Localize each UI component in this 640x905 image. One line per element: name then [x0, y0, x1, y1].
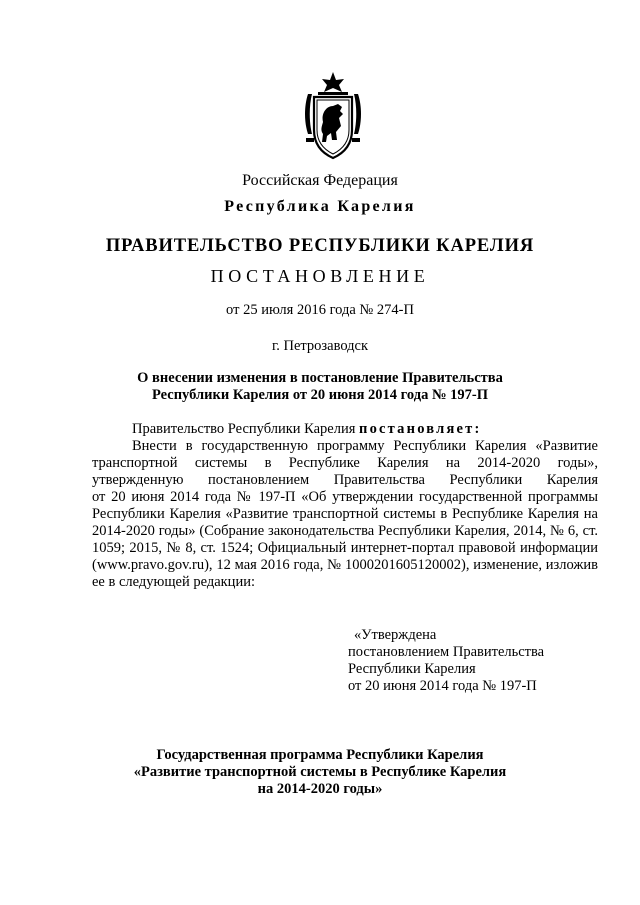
document-subject — [0, 370, 640, 404]
decree-word: постановляет: — [359, 421, 482, 437]
approval-stamp — [348, 627, 544, 695]
body-line: Внести в государственную программу Республики Карелия «Развитие — [132, 438, 598, 454]
federation-label: Российская Федерация — [242, 172, 398, 189]
approval-line: постановлением Правительства — [348, 644, 545, 660]
approval-line: Республики Карелия — [348, 661, 476, 677]
body-paragraph: от 20 июня 2014 года № 197-П «Об утверждении государственной программы Республики Карелия «Развитие транспортной системы в Республике Карелия на 2014-2020 годы» (Собрание законодательства Республики Карелия, 2014, № 6, ст. 1059; 2015, № 8, ст. 1524; Официальный интернет-портал правовой информации (www.pravo.gov.ru), 12 мая 2016 года, № 1000201605120002), изменение, изложив ее в следующей редакции: — [92, 489, 598, 590]
government-heading: ПРАВИТЕЛЬСТВО РЕСПУБЛИКИ КАРЕЛИЯ — [105, 236, 535, 256]
intro-text: Правительство Республики Карелия — [132, 421, 360, 437]
subject-line: Республики Карелия от 20 июня 2014 года № 197-П — [151, 387, 488, 403]
document-body — [92, 421, 598, 591]
decree-intro — [92, 421, 598, 438]
document-date: от 25 июля 2016 года № 274-П — [226, 302, 414, 318]
title-line: на 2014-2020 годы» — [257, 781, 383, 797]
republic-label: Республика Карелия — [224, 198, 416, 215]
approval-line: «Утверждена — [354, 627, 437, 643]
document-city: г. Петрозаводск — [271, 338, 369, 354]
coat-of-arms-icon — [302, 70, 364, 162]
document-type: ПОСТАНОВЛЕНИЕ — [210, 266, 430, 286]
program-title — [0, 747, 640, 798]
body-line: транспортной системы в Республике Карелия на 2014-2020 годы», — [92, 455, 598, 471]
title-line: «Развитие транспортной системы в Республике Карелия — [133, 764, 507, 780]
subject-line: О внесении изменения в постановление Правительства — [137, 370, 503, 386]
body-line: утвержденную постановлением Правительства Республики Карелия — [92, 472, 598, 488]
approval-line: от 20 июня 2014 года № 197-П — [348, 678, 537, 694]
title-line: Государственная программа Республики Карелия — [156, 747, 484, 763]
